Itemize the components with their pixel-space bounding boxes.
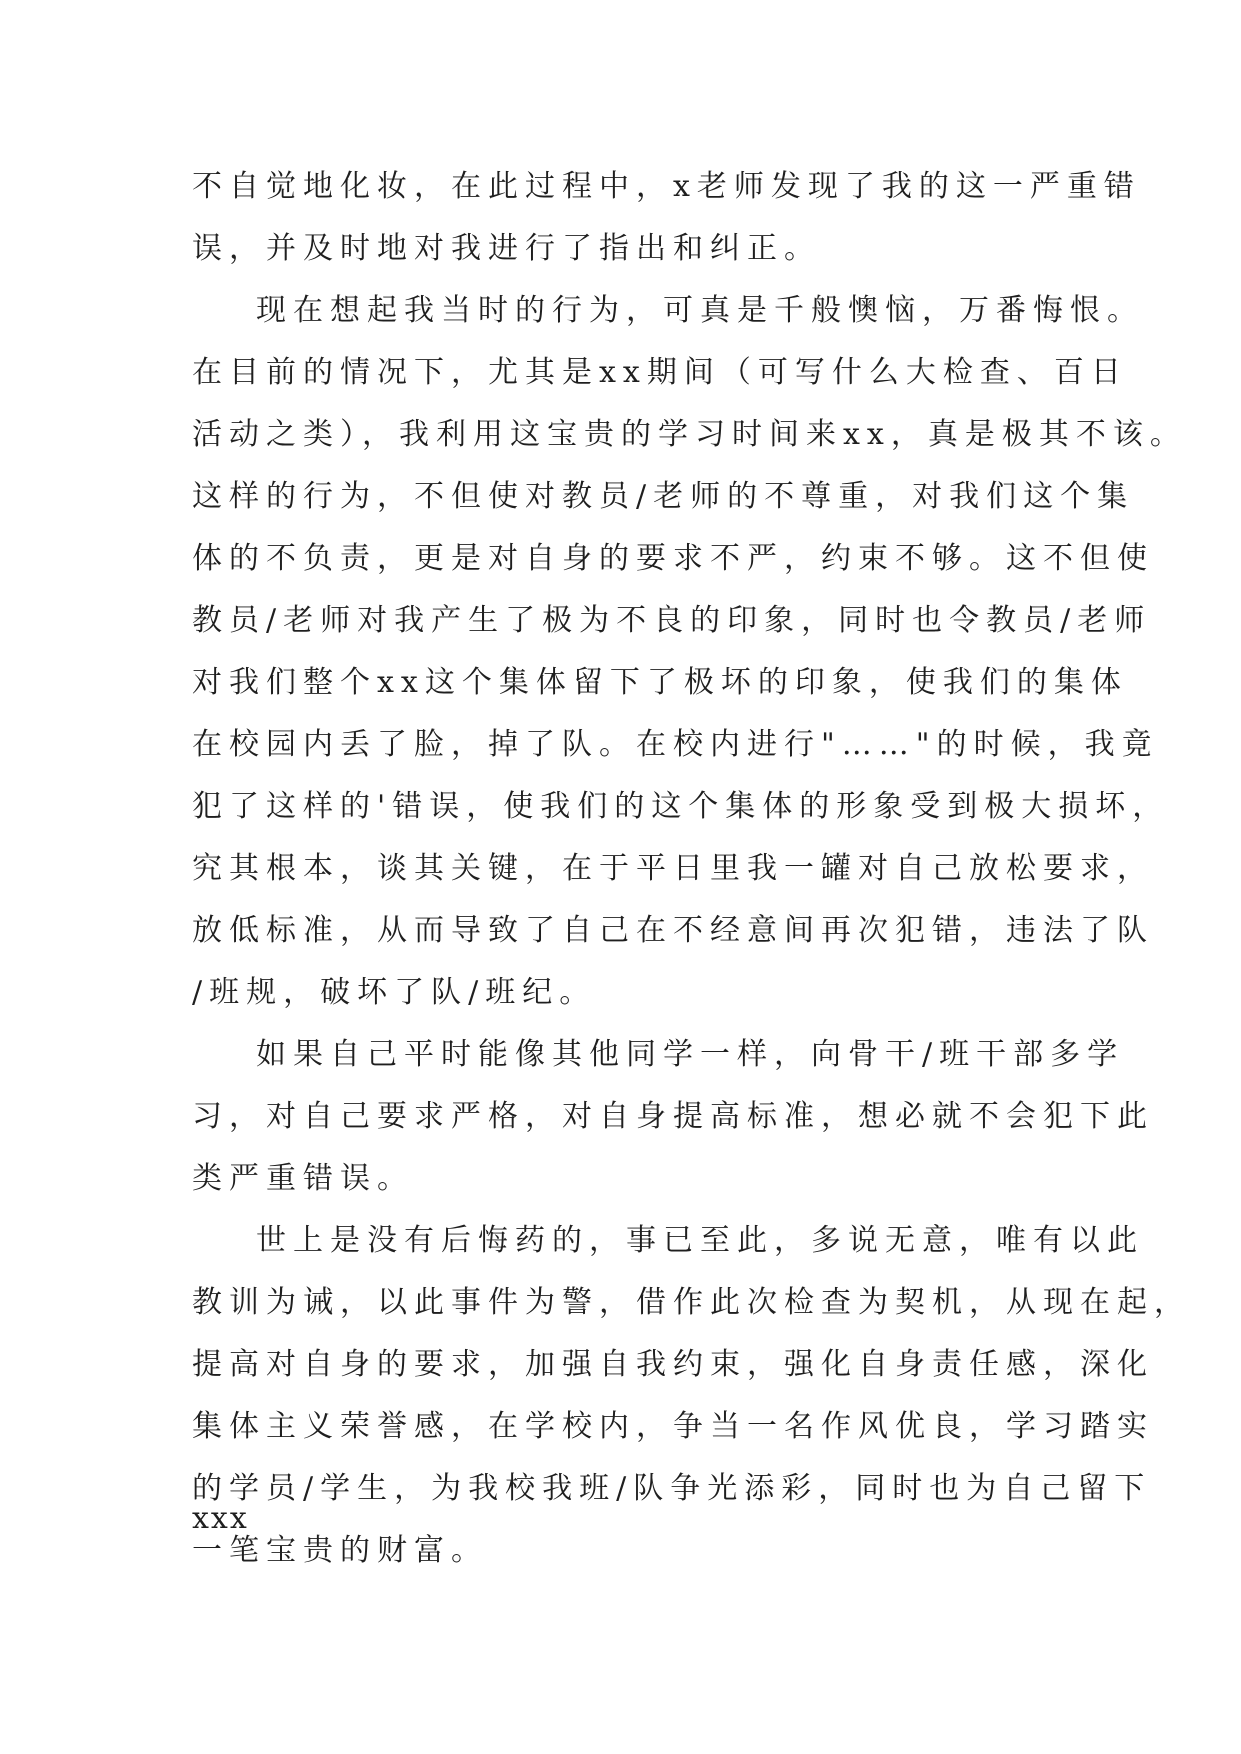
text-line: 教训为诫，以此事件为警，借作此次检查为契机，从现在起， <box>192 1285 1191 1320</box>
text-line: 放低标准，从而导致了自己在不经意间再次犯错，违法了队 <box>192 913 1154 948</box>
text-line: 习，对自己要求严格，对自身提高标准，想必就不会犯下此 <box>192 1099 1154 1134</box>
text-line: 在目前的情况下，尤其是xx期间（可写什么大检查、百日 <box>192 355 1128 390</box>
text-line: 集体主义荣誉感，在学校内，争当一名作风优良，学习踏实 <box>192 1409 1154 1444</box>
text-line: /班规，破坏了队/班纪。 <box>192 975 597 1010</box>
text-line: 在校园内丢了脸，掉了队。在校内进行"……"的时候，我竟 <box>192 727 1159 762</box>
paragraph-start-line: 世上是没有后悔药的，事已至此，多说无意，唯有以此 <box>256 1223 1144 1258</box>
text-line: 提高对自身的要求，加强自我约束，强化自身责任感，深化 <box>192 1347 1154 1382</box>
text-line: 犯了这样的'错误，使我们的这个集体的形象受到极大损坏， <box>192 789 1170 824</box>
text-line: 这样的行为，不但使对教员/老师的不尊重，对我们这个集 <box>192 479 1135 514</box>
text-line: 体的不负责，更是对自身的要求不严，约束不够。这不但使 <box>192 541 1154 576</box>
letter-body <box>192 156 1191 1582</box>
text-line: 误，并及时地对我进行了指出和纠正。 <box>192 231 821 266</box>
text-line: 对我们整个xx这个集体留下了极坏的印象，使我们的集体 <box>192 665 1128 700</box>
text-line: 类严重错误。 <box>192 1161 414 1196</box>
text-line: 教员/老师对我产生了极为不良的印象，同时也令教员/老师 <box>192 603 1152 638</box>
signature: xxx <box>192 1501 249 1536</box>
text-line: 活动之类），我利用这宝贵的学习时间来xx，真是极其不该。 <box>192 417 1187 452</box>
text-line: 不自觉地化妆，在此过程中，x老师发现了我的这一严重错 <box>192 169 1141 204</box>
paragraph-start-line: 现在想起我当时的行为，可真是千般懊恼，万番悔恨。 <box>256 293 1144 328</box>
text-line: 一笔宝贵的财富。 <box>192 1533 488 1568</box>
text-line: 究其根本，谈其关键，在于平日里我一罐对自己放松要求， <box>192 851 1154 886</box>
text-line: 的学员/学生，为我校我班/队争光添彩，同时也为自己留下 <box>192 1471 1152 1506</box>
paragraph-start-line: 如果自己平时能像其他同学一样，向骨干/班干部多学 <box>256 1037 1125 1072</box>
